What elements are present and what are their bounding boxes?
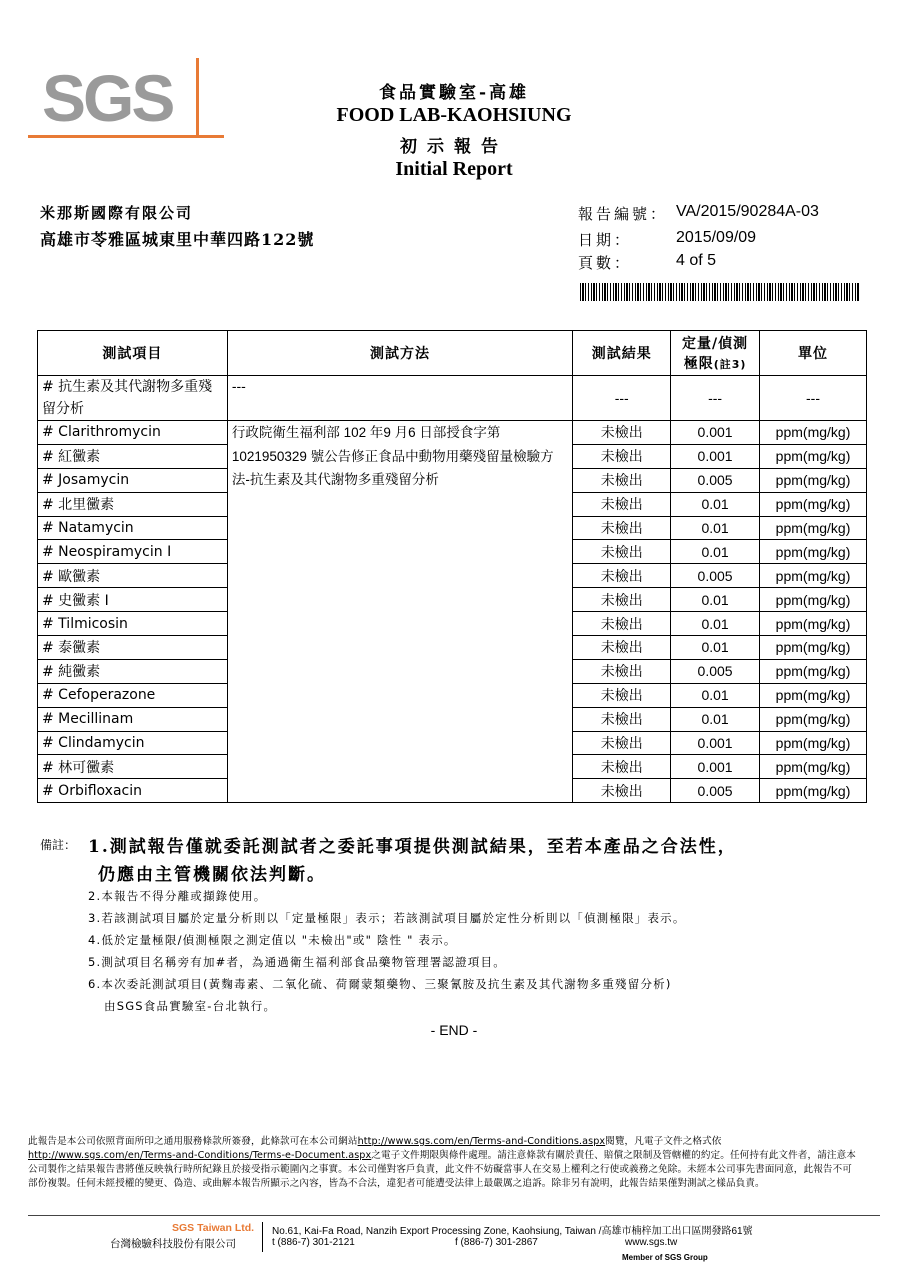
row-unit: ppm(mg/kg) [760, 588, 867, 612]
company-address: No.61, Kai-Fa Road, Nanzih Export Processing Zone, Kaohsiung, Taiwan /高雄市楠梓加工出口區開發路61號 [272, 1226, 753, 1237]
date-label: 日期： [578, 231, 633, 249]
row-unit: ppm(mg/kg) [760, 468, 867, 492]
note-5: 5.測試項目名稱旁有加#者，為通過衛生福利部食品藥物管理署認證項目。 [88, 955, 506, 969]
row-result: 未檢出 [573, 588, 671, 612]
header-lod-line2: 極限 [683, 356, 714, 372]
row-item: # 歐黴素 [38, 564, 228, 588]
row-result: 未檢出 [573, 540, 671, 564]
row-lod: 0.005 [671, 659, 760, 683]
row-unit: ppm(mg/kg) [760, 755, 867, 779]
terms-link[interactable]: http://www.sgs.com/en/Terms-and-Conditions.aspx [357, 1136, 606, 1147]
row-result: 未檢出 [573, 659, 671, 683]
header-method: 測試方法 [227, 331, 572, 376]
barcode [580, 283, 860, 301]
group-method: --- [227, 376, 572, 421]
row-item: # Natamycin [38, 516, 228, 540]
header-unit: 單位 [760, 331, 867, 376]
company-name-zh: 台灣檢驗科技股份有限公司 [110, 1238, 236, 1250]
header-lod-line1: 定量/偵測 [682, 336, 749, 352]
row-item: # 純黴素 [38, 659, 228, 683]
company-name-en: SGS Taiwan Ltd. [172, 1222, 255, 1234]
row-lod: 0.01 [671, 516, 760, 540]
note-1: 1.測試報告僅就委託測試者之委託事項提供測試結果，至若本產品之合法性， [88, 837, 737, 857]
note-6: 6.本次委託測試項目(黃麴毒素、二氧化硫、荷爾蒙類藥物、三聚氰胺及抗生素及其代謝物多重殘留分析) [88, 977, 672, 991]
row-result: 未檢出 [573, 683, 671, 707]
row-lod: 0.01 [671, 707, 760, 731]
header-result: 測試結果 [573, 331, 671, 376]
group-item: # 抗生素及其代謝物多重殘留分析 [38, 376, 228, 421]
row-item: # 紅黴素 [38, 444, 228, 468]
report-title-zh: 初示報告 [400, 137, 508, 157]
row-lod: 0.001 [671, 731, 760, 755]
page-number: 4 of 5 [676, 252, 717, 269]
report-no-label: 報告編號： [578, 205, 669, 223]
row-item: # Orbifloxacin [38, 779, 228, 803]
note-3: 3.若該測試項目屬於定量分析則以「定量極限」表示；若該測試項目屬於定性分析則以「偵測極限」表示。 [88, 911, 686, 925]
sgs-logo: SGS [42, 61, 173, 135]
member-of-sgs: Member of SGS Group [622, 1253, 708, 1262]
header-lod [671, 331, 760, 376]
lab-title-zh: 食品實驗室-高雄 [378, 83, 530, 103]
note-2: 2.本報告不得分離或擷錄使用。 [88, 889, 267, 903]
footer-divider [28, 1215, 880, 1216]
row-item: # Cefoperazone [38, 683, 228, 707]
row-item: # Clindamycin [38, 731, 228, 755]
row-lod: 0.01 [671, 612, 760, 636]
client-name: 米那斯國際有限公司 [40, 204, 194, 222]
note-6-cont: 由SGS食品實驗室-台北執行。 [104, 999, 277, 1013]
note-1-cont: 仍應由主管機關依法判斷。 [98, 865, 326, 885]
row-lod: 0.01 [671, 492, 760, 516]
row-lod: 0.005 [671, 779, 760, 803]
row-result: 未檢出 [573, 444, 671, 468]
row-lod: 0.005 [671, 564, 760, 588]
footer-separator [262, 1222, 263, 1252]
row-unit: ppm(mg/kg) [760, 659, 867, 683]
row-unit: ppm(mg/kg) [760, 612, 867, 636]
report-no: VA/2015/90284A-03 [676, 203, 819, 220]
row-result: 未檢出 [573, 636, 671, 660]
row-unit: ppm(mg/kg) [760, 731, 867, 755]
row-lod: 0.01 [671, 588, 760, 612]
note-4: 4.低於定量極限/偵測極限之測定值以 "未檢出"或" 陰性 " 表示。 [88, 933, 457, 947]
row-result: 未檢出 [573, 707, 671, 731]
row-lod: 0.01 [671, 540, 760, 564]
row-result: 未檢出 [573, 731, 671, 755]
header-lod-note: (註3) [713, 358, 747, 371]
end-marker: - END - [430, 1022, 478, 1038]
row-item: # Clarithromycin [38, 421, 228, 445]
row-result: 未檢出 [573, 779, 671, 803]
terms-e-document-link[interactable]: http://www.sgs.com/en/Terms-and-Conditions/Terms-e-Document.aspx [28, 1150, 372, 1161]
group-unit: --- [760, 376, 867, 421]
row-result: 未檢出 [573, 755, 671, 779]
row-unit: ppm(mg/kg) [760, 516, 867, 540]
row-unit: ppm(mg/kg) [760, 492, 867, 516]
company-website: www.sgs.tw [625, 1237, 678, 1248]
row-item: # 北里黴素 [38, 492, 228, 516]
row-unit: ppm(mg/kg) [760, 636, 867, 660]
report-date: 2015/09/09 [676, 229, 757, 246]
row-unit: ppm(mg/kg) [760, 421, 867, 445]
group-lod: --- [671, 376, 760, 421]
group-row [38, 376, 867, 421]
results-table [37, 330, 867, 803]
row-result: 未檢出 [573, 468, 671, 492]
header-item: 測試項目 [38, 331, 228, 376]
notes-label: 備註： [40, 838, 77, 852]
company-fax: f (886-7) 301-2867 [455, 1237, 538, 1248]
row-result: 未檢出 [573, 492, 671, 516]
row-unit: ppm(mg/kg) [760, 540, 867, 564]
row-unit: ppm(mg/kg) [760, 564, 867, 588]
row-item: # 泰黴素 [38, 636, 228, 660]
row-lod: 0.01 [671, 636, 760, 660]
row-lod: 0.01 [671, 683, 760, 707]
row-unit: ppm(mg/kg) [760, 779, 867, 803]
disclaimer-part-2: 閱覽，凡電子文件之格式依 [605, 1136, 722, 1147]
table-row [38, 421, 867, 445]
group-result: --- [573, 376, 671, 421]
row-item: # 史黴素 I [38, 588, 228, 612]
row-item: # Neospiramycin I [38, 540, 228, 564]
company-tel: t (886-7) 301-2121 [272, 1237, 355, 1248]
disclaimer [28, 1135, 858, 1191]
page-label: 頁數： [578, 254, 633, 272]
row-lod: 0.001 [671, 444, 760, 468]
row-unit: ppm(mg/kg) [760, 444, 867, 468]
lab-title-en: FOOD LAB-KAOHSIUNG [336, 104, 572, 126]
row-lod: 0.001 [671, 755, 760, 779]
disclaimer-part-3: 之電子文件期限與條件處理。請注意條款有關於責任、賠償之限制及管轄權的約定。任何持有此文件者，請注意本公司製作之結果報告書將僅反映執行時所紀錄且於接受指示範圍內之事實。本公司僅對客戶負責，此文件不妨礙當事人在交易上權利之行使或義務之免除。未經本公司事先書面同意，此報告不可部份複製。任何未經授權的變更、偽造、或曲解本報告所顯示之內容，皆為不合法，違犯者可能遭受法律上最嚴厲之追訴。除非另有說明，此報告結果僅對測試之樣品負責。 [28, 1150, 856, 1189]
row-item: # Josamycin [38, 468, 228, 492]
row-unit: ppm(mg/kg) [760, 707, 867, 731]
row-item: # 林可黴素 [38, 755, 228, 779]
row-result: 未檢出 [573, 516, 671, 540]
row-item: # Mecillinam [38, 707, 228, 731]
client-address: 高雄市苓雅區城東里中華四路122號 [40, 230, 315, 249]
row-result: 未檢出 [573, 612, 671, 636]
disclaimer-part-1: 此報告是本公司依照背面所印之通用服務條款所簽發，此條款可在本公司網站 [28, 1136, 358, 1147]
row-lod: 0.001 [671, 421, 760, 445]
report-title-en: Initial Report [395, 158, 513, 180]
method-cell: 行政院衛生福利部 102 年9 月6 日部授食字第1021950329 號公告修正食品中動物用藥殘留量檢驗方法-抗生素及其代謝物多重殘留分析 [227, 421, 572, 803]
row-result: 未檢出 [573, 564, 671, 588]
row-lod: 0.005 [671, 468, 760, 492]
table-header-row [38, 331, 867, 376]
row-item: # Tilmicosin [38, 612, 228, 636]
row-unit: ppm(mg/kg) [760, 683, 867, 707]
row-result: 未檢出 [573, 421, 671, 445]
